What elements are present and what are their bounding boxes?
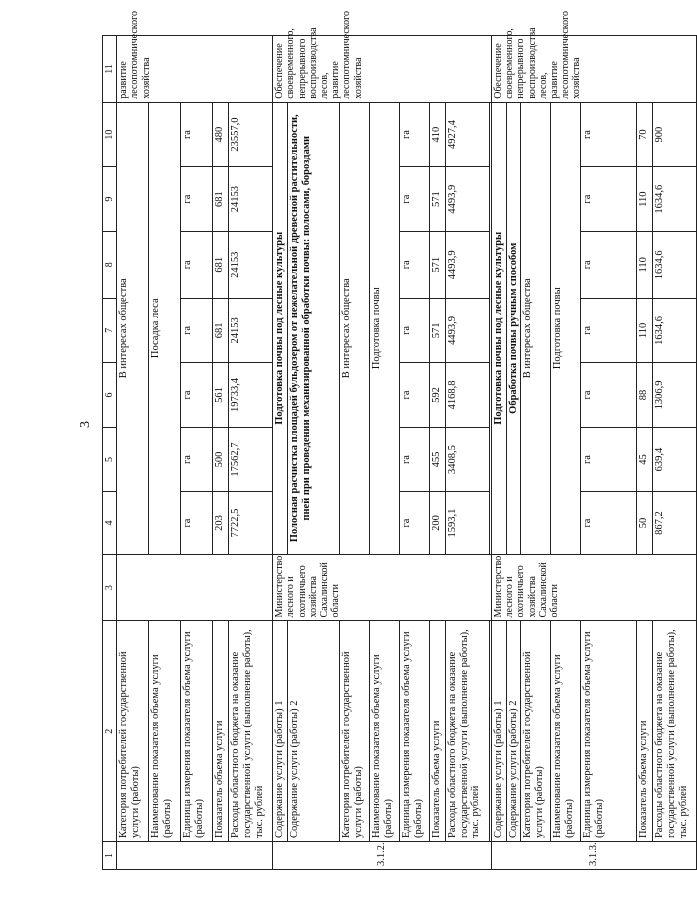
unit-cell: га <box>399 167 429 232</box>
volume-cell: 88 <box>637 363 653 428</box>
expense-cell: 1306,9 <box>653 363 697 428</box>
row-label: Содержание услуги (работы) 2 <box>506 621 521 842</box>
expense-cell: 17562,7 <box>229 427 273 492</box>
volume-cell: 110 <box>637 298 653 363</box>
unit-cell: га <box>581 427 637 492</box>
unit-cell: га <box>399 102 429 167</box>
goal-text: Обеспечение своевременного, непрерывного воспроизводства лесов, развитие лесопотомнического хозяйства <box>491 36 697 103</box>
unit-cell: га <box>399 298 429 363</box>
row-label: Показатель объема услуги <box>213 621 229 842</box>
executor: Министерство лесного и охотничьего хозяйства Сахалинской области <box>273 554 492 621</box>
expense-cell: 900 <box>653 102 697 167</box>
row-label: Наименование показателя объема услуги (работы) <box>149 621 181 842</box>
expense-cell: 24153 <box>229 298 273 363</box>
row-label: Показатель объема услуги <box>637 621 653 842</box>
expense-cell: 24153 <box>229 167 273 232</box>
indicator-name: Подготовка почвы <box>551 102 581 554</box>
col-num: 5 <box>103 427 117 492</box>
col-num: 3 <box>103 554 117 621</box>
unit-cell: га <box>181 363 213 428</box>
volume-cell: 203 <box>213 492 229 554</box>
expense-cell: 4168,8 <box>445 363 489 428</box>
row-label: Содержание услуги (работы) 2 <box>287 621 339 842</box>
unit-cell: га <box>581 363 637 428</box>
unit-cell: га <box>399 363 429 428</box>
table-row <box>551 36 581 870</box>
unit-cell: га <box>581 298 637 363</box>
unit-cell: га <box>399 231 429 298</box>
row-label: Содержание услуги (работы) 1 <box>491 621 506 842</box>
row-label: Расходы областного бюджета на оказание государственной услуги (выполнение работы), тыс. рублей <box>653 621 697 842</box>
item-code: 3.1.2. <box>273 842 492 870</box>
table-row <box>229 36 273 870</box>
table-row <box>445 36 489 870</box>
expense-cell: 4493,9 <box>445 167 489 232</box>
col-num: 7 <box>103 298 117 363</box>
table-row <box>506 36 521 870</box>
col-num: 6 <box>103 363 117 428</box>
volume-cell: 592 <box>429 363 445 428</box>
content-1: Подготовка почвы под лесные культуры <box>491 102 506 554</box>
row-label: Единица измерения показателя объема услуги (работы) <box>581 621 637 842</box>
unit-cell: га <box>181 231 213 298</box>
unit-cell: га <box>581 102 637 167</box>
row-label: Категория потребителей государственной услуги (работы) <box>521 621 551 842</box>
table-row <box>429 36 445 870</box>
expense-cell: 1593,1 <box>445 492 489 554</box>
table-row <box>491 36 506 870</box>
row-label: Категория потребителей государственной услуги (работы) <box>117 621 149 842</box>
unit-cell: га <box>181 427 213 492</box>
content-2: Обработка почвы ручным способом <box>506 102 521 554</box>
consumer-category: В интересах общества <box>521 102 551 554</box>
expense-cell: 1634,6 <box>653 167 697 232</box>
expense-cell: 4927,4 <box>445 102 489 167</box>
consumer-category: В интересах общества <box>117 102 149 554</box>
col-num: 10 <box>103 102 117 167</box>
expense-cell: 867,2 <box>653 492 697 554</box>
col-num: 11 <box>103 36 117 103</box>
expense-cell: 4493,9 <box>445 298 489 363</box>
indicator-name: Подготовка почвы <box>369 102 399 554</box>
expense-cell: 23557,0 <box>229 102 273 167</box>
table-row <box>149 36 181 870</box>
row-label: Расходы областного бюджета на оказание государственной услуги (выполнение работы), тыс. рублей <box>229 621 273 842</box>
volume-cell: 200 <box>429 492 445 554</box>
unit-cell: га <box>581 167 637 232</box>
table-row <box>653 36 697 870</box>
expense-cell: 639,4 <box>653 427 697 492</box>
row-label: Содержание услуги (работы) 1 <box>273 621 288 842</box>
content-1: Подготовка почвы под лесные культуры <box>273 102 288 554</box>
executor: Министерство лесного и охотничьего хозяйства Сахалинской области <box>491 554 697 621</box>
col-num: 2 <box>103 621 117 842</box>
row-label: Единица измерения показателя объема услуги (работы) <box>399 621 429 842</box>
table-row <box>273 36 288 870</box>
volume-cell: 571 <box>429 231 445 298</box>
consumer-category: В интересах общества <box>339 102 369 554</box>
row-label: Единица измерения показателя объема услуги (работы) <box>181 621 213 842</box>
table-row <box>181 36 213 870</box>
table-row <box>287 36 339 870</box>
col-num: 8 <box>103 231 117 298</box>
row-label: Наименование показателя объема услуги (работы) <box>369 621 399 842</box>
content-2: Полосная расчистка площадей бульдозером от нежелательной древесной растительности, пней при проведении механизированной обработки почвы: полосами, бороздами <box>287 102 339 554</box>
column-number-row <box>103 36 117 870</box>
services-table <box>102 11 697 870</box>
item-code: 3.1.3. <box>491 842 697 870</box>
unit-cell: га <box>581 231 637 298</box>
volume-cell: 70 <box>637 102 653 167</box>
volume-cell: 681 <box>213 167 229 232</box>
unit-cell: га <box>181 492 213 554</box>
expense-cell: 19733,4 <box>229 363 273 428</box>
unit-cell: га <box>581 492 637 554</box>
col-num: 9 <box>103 167 117 232</box>
table-row <box>117 36 149 870</box>
volume-cell: 410 <box>429 102 445 167</box>
volume-cell: 50 <box>637 492 653 554</box>
unit-cell: га <box>399 492 429 554</box>
volume-cell: 571 <box>429 167 445 232</box>
volume-cell: 110 <box>637 167 653 232</box>
expense-cell: 7722,5 <box>229 492 273 554</box>
row-label: Расходы областного бюджета на оказание государственной услуги (выполнение работы), тыс. рублей <box>445 621 489 842</box>
col-num: 1 <box>103 842 117 870</box>
goal-text: Обеспечение своевременного, непрерывного воспроизводства лесов, развитие лесопотомнического хозяйства <box>273 36 492 103</box>
unit-cell: га <box>181 298 213 363</box>
expense-cell: 1634,6 <box>653 298 697 363</box>
table-row <box>369 36 399 870</box>
unit-cell: га <box>181 167 213 232</box>
goal-text: развитие лесопотомнического хозяйства <box>117 36 273 103</box>
expense-cell: 3408,5 <box>445 427 489 492</box>
volume-cell: 480 <box>213 102 229 167</box>
table-row <box>339 36 369 870</box>
expense-cell: 24153 <box>229 231 273 298</box>
expense-cell: 1634,6 <box>653 231 697 298</box>
table-row <box>213 36 229 870</box>
unit-cell: га <box>399 427 429 492</box>
volume-cell: 455 <box>429 427 445 492</box>
volume-cell: 45 <box>637 427 653 492</box>
volume-cell: 110 <box>637 231 653 298</box>
page-number: 3 <box>78 421 93 428</box>
table-row <box>637 36 653 870</box>
volume-cell: 681 <box>213 298 229 363</box>
table-row <box>399 36 429 870</box>
table-row <box>521 36 551 870</box>
row-label: Показатель объема услуги <box>429 621 445 842</box>
rotated-table-container <box>102 11 689 870</box>
indicator-name: Посадка леса <box>149 102 181 554</box>
unit-cell: га <box>181 102 213 167</box>
volume-cell: 571 <box>429 298 445 363</box>
volume-cell: 561 <box>213 363 229 428</box>
volume-cell: 500 <box>213 427 229 492</box>
row-label: Категория потребителей государственной услуги (работы) <box>339 621 369 842</box>
table-row <box>581 36 637 870</box>
row-label: Наименование показателя объема услуги (работы) <box>551 621 581 842</box>
expense-cell: 4493,9 <box>445 231 489 298</box>
col-num: 4 <box>103 492 117 554</box>
volume-cell: 681 <box>213 231 229 298</box>
